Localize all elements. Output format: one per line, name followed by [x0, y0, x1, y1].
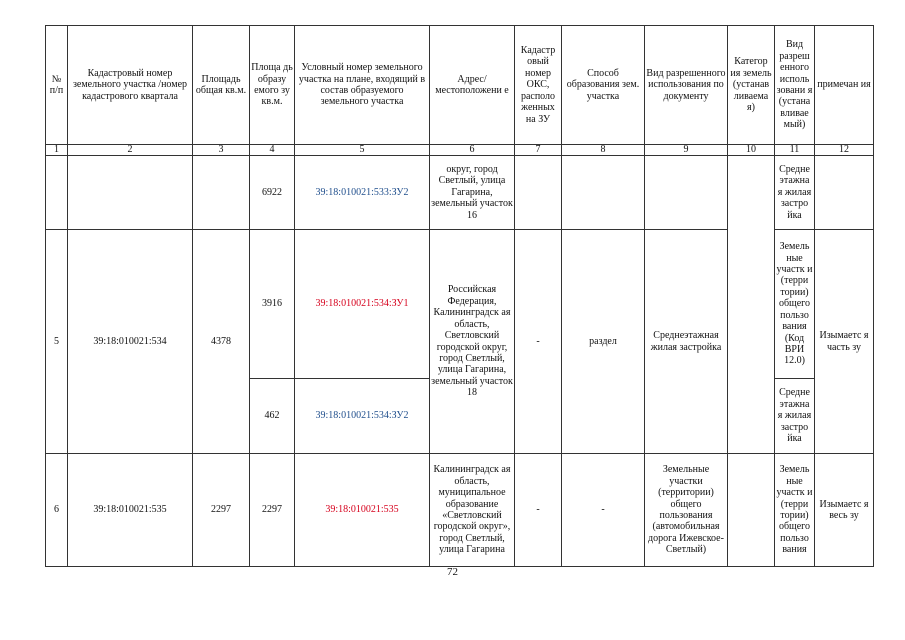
- column-number: 5: [295, 145, 430, 156]
- header-cell-oks: Кадастр овый номер ОКС, располо женных на ЗУ: [515, 26, 562, 145]
- cell-number-empty: [46, 156, 68, 230]
- cell-address: Калининградск ая область, муниципальное образование «Светловский городской округ», город Светлый, улица Гагарина: [430, 454, 515, 567]
- cell-oks: -: [515, 454, 562, 567]
- page-number: 72: [447, 566, 458, 578]
- header-cell-method: Способ образования зем. участка: [562, 26, 645, 145]
- cell-conditional-number: 39:18:010021:534:ЗУ1: [295, 230, 430, 379]
- column-number: 10: [728, 145, 775, 156]
- cell-use-set: Средне этажна я жилая застро йка: [775, 156, 815, 230]
- cell-cadastral: 39:18:010021:534: [68, 230, 193, 454]
- header-cell-area-total: Площадь общая кв.м.: [193, 26, 250, 145]
- column-number: 11: [775, 145, 815, 156]
- header-cell-category: Категор ия земель (устанав ливаема я): [728, 26, 775, 145]
- cell-use-set: Земель ные участк и (терри тории) общего пользо вания: [775, 454, 815, 567]
- column-number: 2: [68, 145, 193, 156]
- cell-use-set: Средне этажна я жилая застро йка: [775, 379, 815, 454]
- cell-number: 5: [46, 230, 68, 454]
- column-number: 3: [193, 145, 250, 156]
- cell-method-empty: [562, 156, 645, 230]
- header-cell-use-set: Вид разреш енного исполь зовани я (устана вливае мый): [775, 26, 815, 145]
- cell-conditional-number: 39:18:010021:533:ЗУ2: [295, 156, 430, 230]
- cell-method: раздел: [562, 230, 645, 454]
- column-number: 12: [815, 145, 874, 156]
- header-cell-cadastral: Кадастровый номер земельного участка /номер кадастрового квартала: [68, 26, 193, 145]
- cell-cadastral-empty: [68, 156, 193, 230]
- cell-area-formed: 6922: [250, 156, 295, 230]
- cell-notes: Изымаетс я весь зу: [815, 454, 874, 567]
- column-number-row: [46, 145, 874, 156]
- header-row: [46, 26, 874, 145]
- column-number: 9: [645, 145, 728, 156]
- header-cell-number: № п/п: [46, 26, 68, 145]
- cell-category-empty: [728, 156, 775, 454]
- column-number: 1: [46, 145, 68, 156]
- cell-oks: -: [515, 230, 562, 454]
- cell-number: 6: [46, 454, 68, 567]
- header-cell-notes: примечан ия: [815, 26, 874, 145]
- cell-oks-empty: [515, 156, 562, 230]
- table-row: [46, 454, 874, 567]
- header-cell-use-doc: Вид разрешенного использования по документу: [645, 26, 728, 145]
- header-cell-area-formed: Площа дь образу емого зу кв.м.: [250, 26, 295, 145]
- cell-notes-empty: [815, 156, 874, 230]
- column-number: 7: [515, 145, 562, 156]
- cell-conditional-number: 39:18:010021:535: [295, 454, 430, 567]
- table-row: [46, 156, 874, 230]
- cell-area-total: 2297: [193, 454, 250, 567]
- cell-area-formed: 2297: [250, 454, 295, 567]
- cell-conditional-number: 39:18:010021:534:ЗУ2: [295, 379, 430, 454]
- cell-use-set: Земель ные участк и (терри тории) общего пользо вания (Код ВРИ 12.0): [775, 230, 815, 379]
- cell-area-total-empty: [193, 156, 250, 230]
- cell-category-empty: [728, 454, 775, 567]
- cell-address: Российская Федерация, Калининградск ая область, Светловский городской округ, город Светлый, улица Гагарина, земельный участок 18: [430, 230, 515, 454]
- header-cell-address: Адрес/ местоположени е: [430, 26, 515, 145]
- cell-area-formed: 462: [250, 379, 295, 454]
- header-cell-conditional-number: Условный номер земельного участка на плане, входящий в состав образуемого земельного участка: [295, 26, 430, 145]
- cell-use-doc: Земельные участки (территории) общего пользования (автомобильная дорога Ижевское-Светлый): [645, 454, 728, 567]
- cell-cadastral: 39:18:010021:535: [68, 454, 193, 567]
- column-number: 8: [562, 145, 645, 156]
- cell-use-doc-empty: [645, 156, 728, 230]
- cell-address: округ, город Светлый, улица Гагарина, земельный участок 16: [430, 156, 515, 230]
- land-plots-table: [45, 25, 874, 567]
- column-number: 4: [250, 145, 295, 156]
- cell-area-total: 4378: [193, 230, 250, 454]
- cell-area-formed: 3916: [250, 230, 295, 379]
- cell-method: -: [562, 454, 645, 567]
- column-number: 6: [430, 145, 515, 156]
- cell-notes: Изымаетс я часть зу: [815, 230, 874, 454]
- cell-use-doc: Среднеэтажная жилая застройка: [645, 230, 728, 454]
